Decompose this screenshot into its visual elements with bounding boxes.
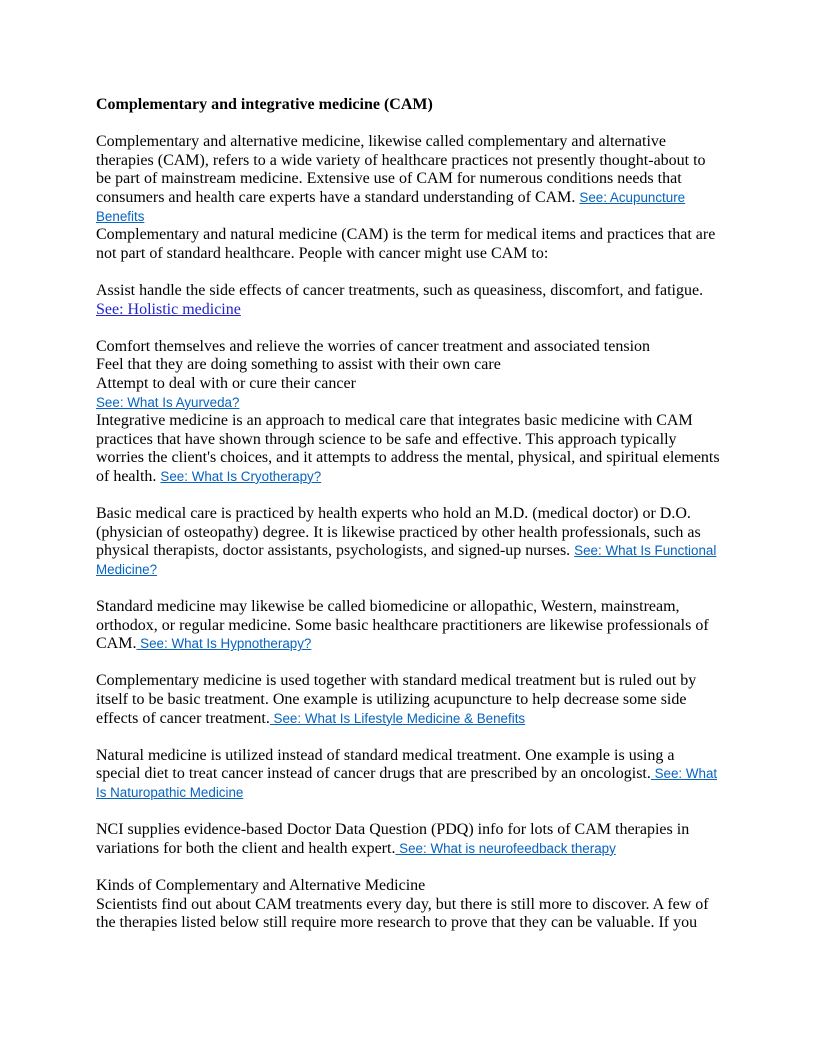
naturopathic-medicine-link[interactable]: See: What Is Naturopathic Medicine [96, 766, 718, 800]
paragraph-assist-text: Assist handle the side effects of cancer treatments, such as queasiness, discomfort, and fatigue. [96, 281, 704, 299]
paragraph-intro-text: Complementary and alternative medicine, likewise called complementary and alternative therapies (CAM), refers to a wide variety of healthcare practices not presently thought-about to be part of mainstream medicine. Extensive use of CAM for numerous conditions needs that consumers and health care experts have a standard understanding of CAM. [96, 133, 706, 206]
paragraph-assist [96, 282, 720, 319]
paragraph-nci-text: NCI supplies evidence-based Doctor Data Question (PDQ) info for lots of CAM therapies in variations for both the client and health expert. [96, 821, 690, 857]
holistic-medicine-link[interactable]: See: Holistic medicine [96, 300, 241, 318]
paragraph-basic-care-text: Basic medical care is practiced by health experts who hold an M.D. (medical doctor) or D.O. (physician of osteopathy) degree. It is likewise practiced by other health professionals, such as physical therapists, doctor assistants, psychologists, and signed-up nurses. [96, 505, 701, 560]
paragraph-integrative-text: Integrative medicine is an approach to medical care that integrates basic medicine with CAM practices that have shown through science to be safe and effective. This approach typically worries the client's choices, and it attempts to address the mental, physical, and spiritual elements of health. [96, 412, 720, 485]
reason-line-attempt-text: Attempt to deal with or cure their cancer [96, 374, 356, 392]
blank-line [96, 319, 720, 338]
functional-medicine-link[interactable]: See: What Is Functional Medicine? [96, 543, 717, 577]
kinds-heading-text: Kinds of Complementary and Alternative Medicine [96, 876, 426, 894]
paragraph-integrative [96, 412, 720, 486]
cryotherapy-link[interactable]: See: What Is Cryotherapy? [160, 468, 322, 484]
blank-line [96, 803, 720, 822]
paragraph-natural-medicine-text: Natural medicine is utilized instead of standard medical treatment. One example is using a special diet to treat cancer instead of cancer drugs that are prescribed by an oncologist. [96, 746, 675, 783]
blank-line [96, 263, 720, 282]
reason-line-feel [96, 356, 720, 375]
reason-line-comfort-text: Comfort themselves and relieve the worries of cancer treatment and associated tension [96, 337, 651, 355]
paragraph-cam-definition-text: Complementary and natural medicine (CAM) is the term for medical items and practices that are not part of standard healthcare. People with cancer might use CAM to: [96, 226, 716, 262]
blank-line [96, 728, 720, 747]
ayurveda-link-line [96, 394, 720, 413]
blank-line [96, 486, 720, 505]
paragraph-scientists [96, 896, 720, 933]
paragraph-complementary-text: Complementary medicine is used together with standard medical treatment but is ruled out by itself to be basic treatment. One example is utilizing acupuncture to help decrease some side effects of cancer treatment. [96, 672, 697, 727]
paragraph-standard-medicine-text: Standard medicine may likewise be called biomedicine or allopathic, Western, mainstream, orthodox, or regular medicine. Some basic healthcare practitioners are likewise professionals of CAM. [96, 598, 709, 653]
paragraph-nci [96, 821, 720, 858]
blank-line [96, 579, 720, 598]
paragraph-standard-medicine [96, 598, 720, 654]
ayurveda-link[interactable]: See: What Is Ayurveda? [96, 394, 240, 410]
blank-line [96, 115, 720, 134]
reason-line-feel-text: Feel that they are doing something to assist with their own care [96, 356, 501, 374]
paragraph-cam-definition [96, 226, 720, 263]
blank-line [96, 654, 720, 673]
neurofeedback-therapy-link[interactable]: See: What is neurofeedback therapy [395, 840, 616, 856]
paragraph-basic-care [96, 505, 720, 579]
paragraph-scientists-text: Scientists find out about CAM treatments every day, but there is still more to discover. A few of the therapies listed below still require more research to prove that they can be valuable. If you [96, 895, 709, 932]
kinds-heading [96, 877, 720, 896]
acupuncture-benefits-link[interactable]: See: Acupuncture Benefits [96, 189, 686, 224]
reason-line-attempt [96, 375, 720, 394]
hypnotherapy-link[interactable]: See: What Is Hypnotherapy? [136, 636, 312, 652]
lifestyle-medicine-link[interactable]: See: What Is Lifestyle Medicine & Benefits [269, 710, 526, 726]
blank-line [96, 858, 720, 877]
document-title: Complementary and integrative medicine (CAM) [96, 96, 433, 113]
reason-line-comfort [96, 338, 720, 357]
paragraph-intro [96, 133, 720, 226]
paragraph-complementary [96, 672, 720, 728]
paragraph-natural-medicine [96, 747, 720, 803]
